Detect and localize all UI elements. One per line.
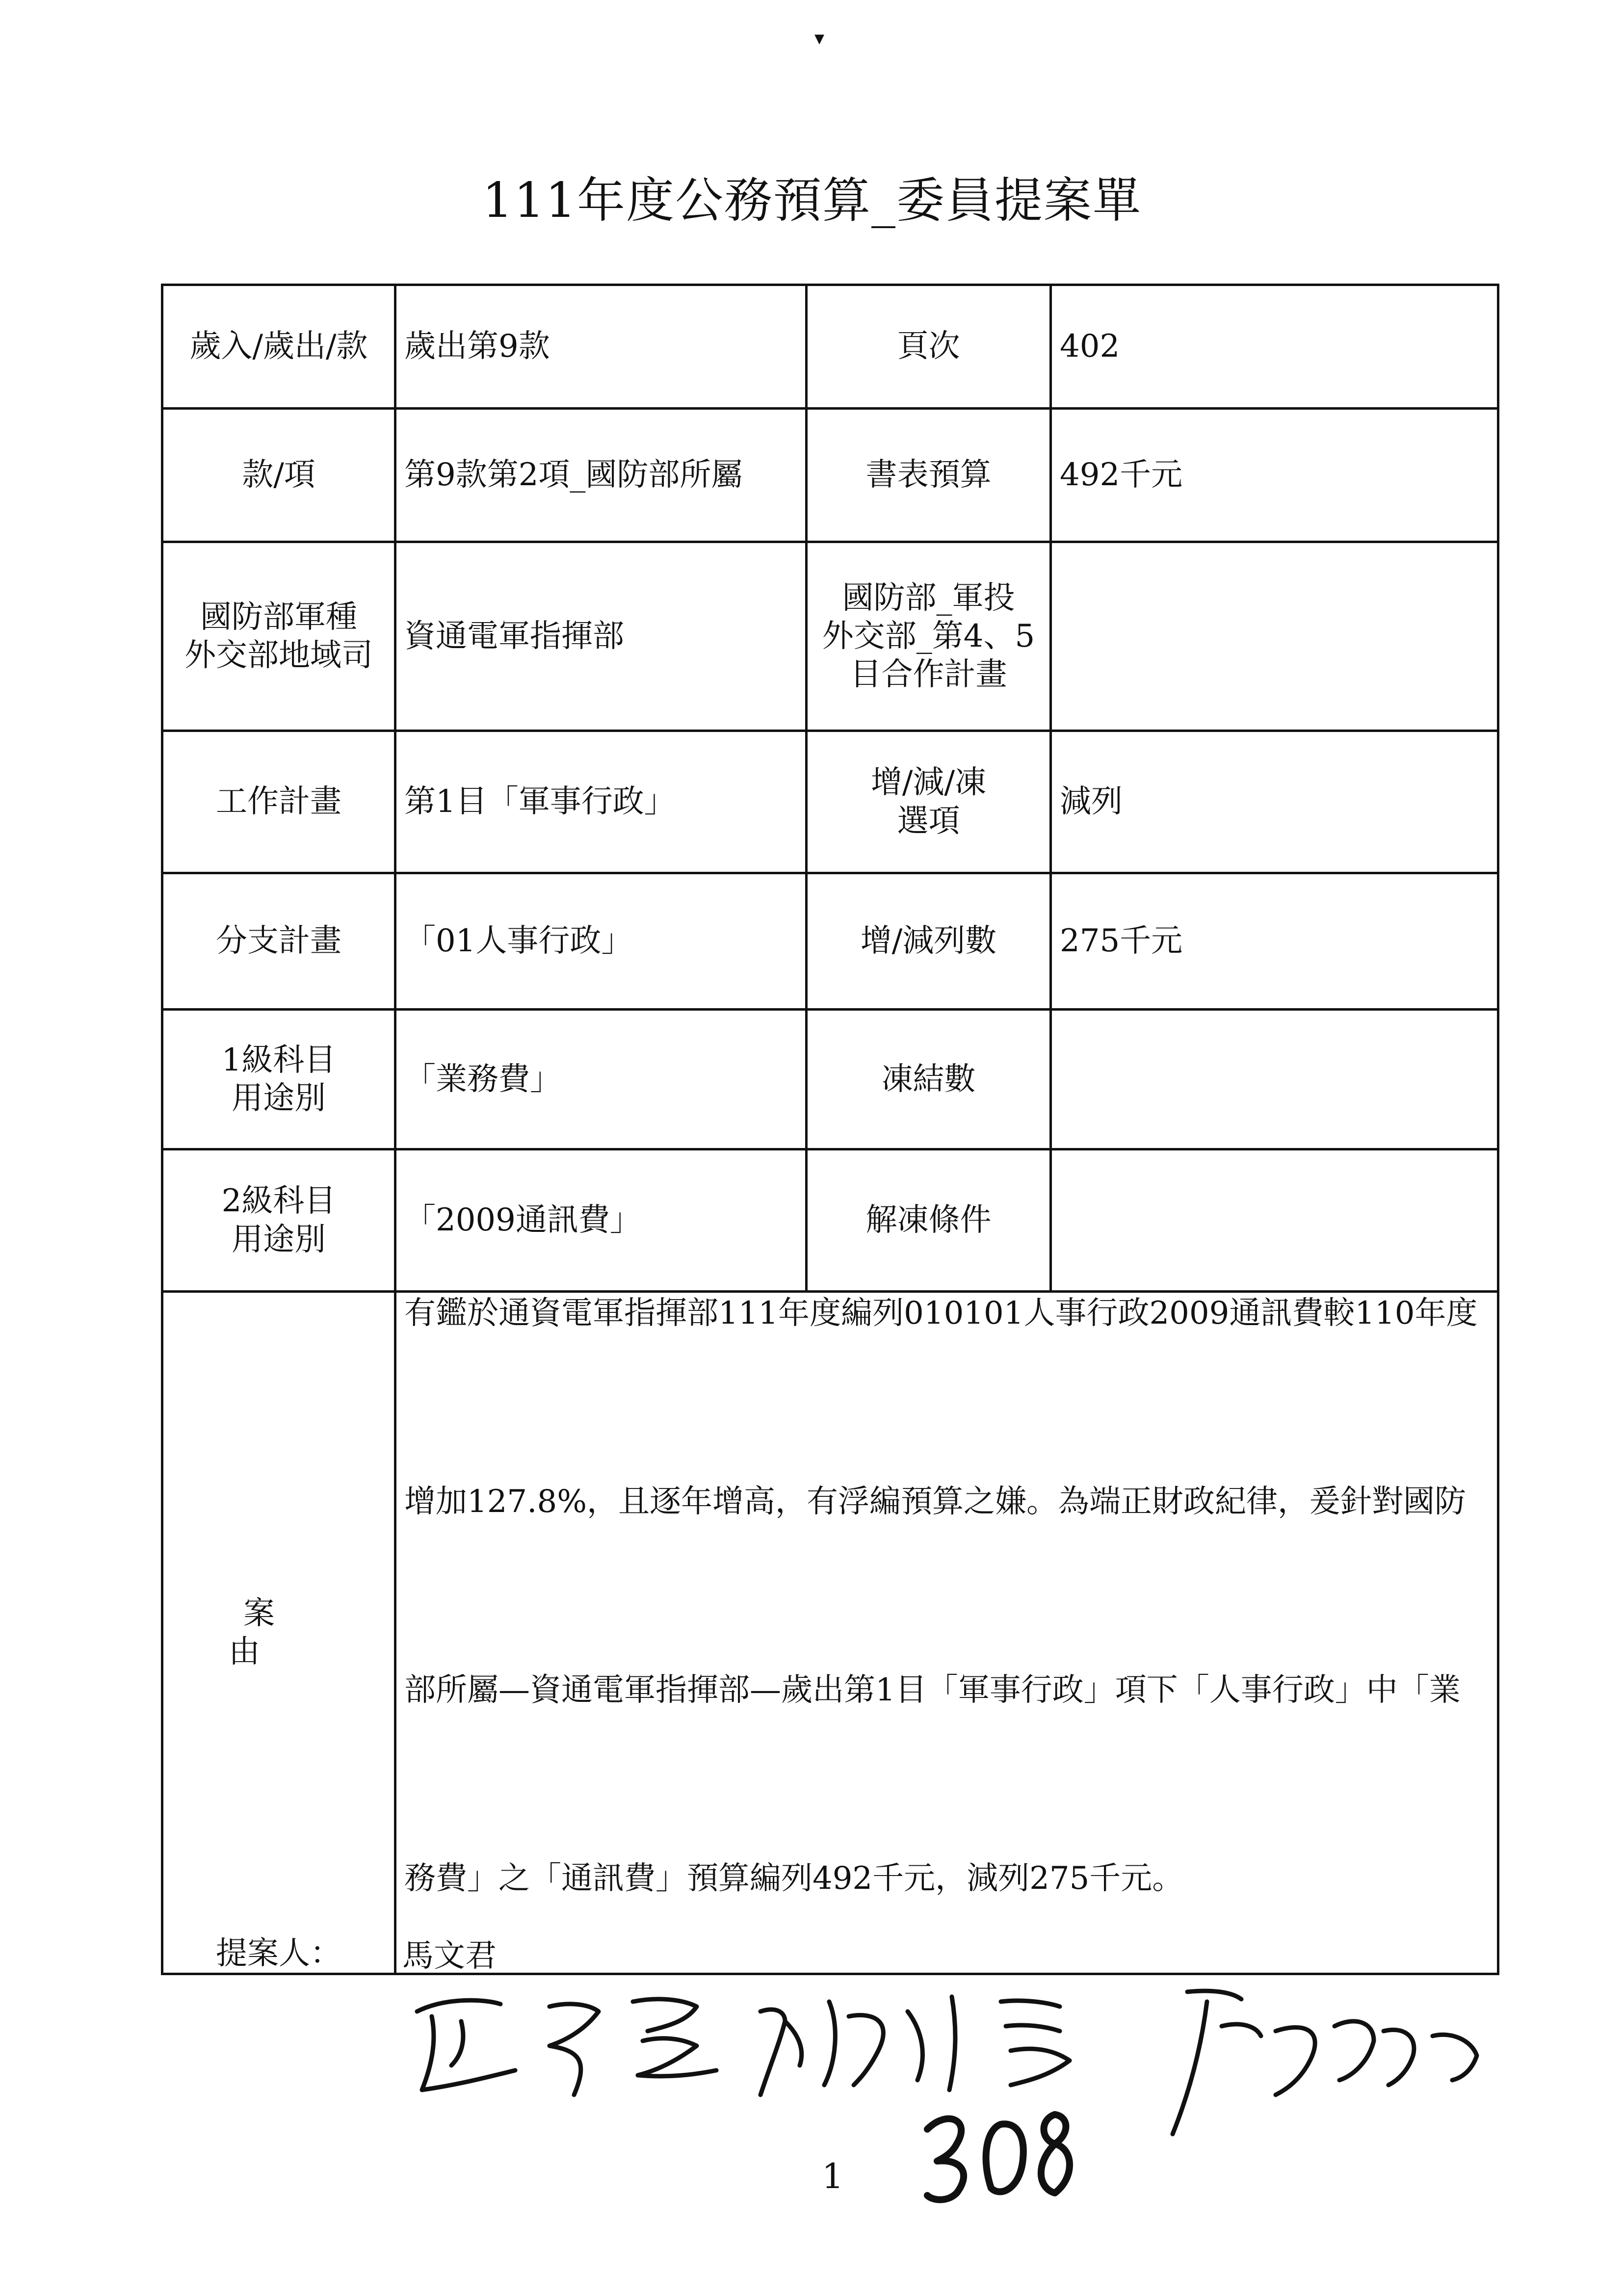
signature-chen-yi-hsin — [746, 1982, 1109, 2110]
field-label: 增/減/凍 選項 — [807, 731, 1051, 873]
field-label: 歲入/歲出/款 — [162, 285, 395, 409]
field-label: 款/項 — [162, 409, 395, 542]
field-value: 減列 — [1051, 731, 1498, 873]
table-row — [162, 873, 1498, 1010]
reason-label-cell — [162, 1292, 395, 1974]
document-title: 111年度公務預算_委員提案單 — [482, 173, 1142, 229]
field-label: 工作計畫 — [162, 731, 395, 873]
table-row — [162, 731, 1498, 873]
field-value — [1051, 1010, 1498, 1149]
signature-ma-wen-chun — [402, 1977, 736, 2114]
field-value: 492千元 — [1051, 409, 1498, 542]
table-row — [162, 1292, 1498, 1974]
table-row — [162, 1010, 1498, 1149]
field-label: 國防部_軍投 外交部_第4、5 目合作計畫 — [807, 542, 1051, 731]
table-row — [162, 285, 1498, 409]
proposer-name: 馬文君 — [402, 1938, 497, 1974]
signature-liao-kuo-tung — [1158, 1972, 1511, 2149]
reason-text: 有鑑於通資電軍指揮部111年度編列010101人事行政2009通訊費較110年度增加127.8%，且逐年增高，有浮編預算之嫌。為端正財政紀律，爰針對國防部所屬—資通電軍指揮部—歲出第1目「軍事行政」項下「人事行政」中「業務費」之「通訊費」預算編列492千元，減列275千元。 — [404, 1295, 1478, 1897]
field-label: 頁次 — [807, 285, 1051, 409]
field-value: 第1目「軍事行政」 — [395, 731, 807, 873]
field-value: 歲出第9款 — [395, 285, 807, 409]
proposer-label: 提案人： — [216, 1935, 341, 1972]
handwritten-number-308 — [913, 2095, 1089, 2208]
table-row — [162, 542, 1498, 731]
field-value — [1051, 542, 1498, 731]
field-label: 凍結數 — [807, 1010, 1051, 1149]
scan-mark: ▾ — [814, 27, 825, 50]
reason-cell — [395, 1292, 1498, 1974]
field-value: 「業務費」 — [395, 1010, 807, 1149]
proposal-form-table — [161, 284, 1499, 1975]
reason-label: 案由 — [229, 1595, 343, 1670]
field-value: 402 — [1051, 285, 1498, 409]
field-label: 1級科目 用途別 — [162, 1010, 395, 1149]
field-value: 資通電軍指揮部 — [395, 542, 807, 731]
field-label: 分支計畫 — [162, 873, 395, 1010]
field-label: 國防部軍種 外交部地域司 — [162, 542, 395, 731]
field-label: 解凍條件 — [807, 1149, 1051, 1292]
table-row — [162, 409, 1498, 542]
field-value: 「2009通訊費」 — [395, 1149, 807, 1292]
field-value: 「01人事行政」 — [395, 873, 807, 1010]
page-number: 1 — [822, 2156, 844, 2196]
field-label: 書表預算 — [807, 409, 1051, 542]
field-value: 275千元 — [1051, 873, 1498, 1010]
field-value: 第9款第2項_國防部所屬 — [395, 409, 807, 542]
field-label: 增/減列數 — [807, 873, 1051, 1010]
field-label: 2級科目 用途別 — [162, 1149, 395, 1292]
